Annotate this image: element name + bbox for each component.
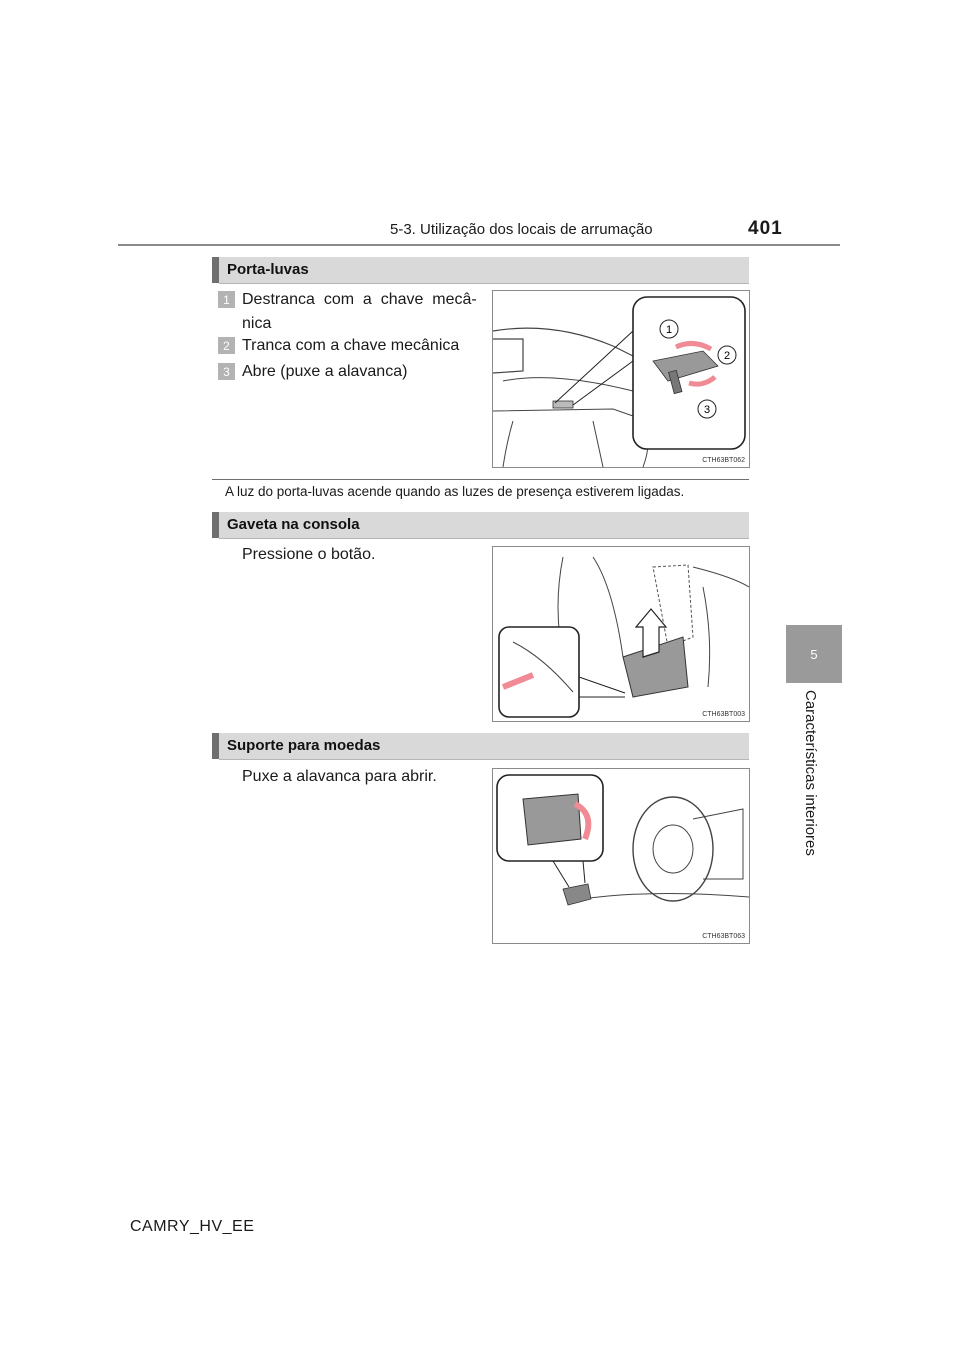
- figure-code: CTH63BT062: [702, 457, 745, 464]
- console-box-figure: [492, 546, 750, 722]
- model-footer: CAMRY_HV_EE: [130, 1218, 255, 1235]
- step-number-2: 2: [218, 337, 235, 354]
- coin-holder-figure: [492, 768, 750, 944]
- header-rule: [118, 244, 840, 246]
- step-number-3: 3: [218, 363, 235, 380]
- page-number: 401: [748, 218, 783, 239]
- chapter-number: 5: [810, 646, 818, 662]
- step-text-1-line1: Destranca com a chave mecâ-: [242, 291, 477, 308]
- chapter-tab: [786, 625, 842, 683]
- section-heading-glovebox: [212, 257, 749, 283]
- info-note: A luz do porta-luvas acende quando as luzes de presença estiverem ligadas.: [225, 484, 685, 499]
- glovebox-figure: [492, 290, 750, 468]
- section-title: Suporte para moedas: [227, 737, 381, 754]
- section-title: Porta-luvas: [227, 261, 309, 278]
- chapter-title: Características interiores: [802, 690, 819, 856]
- callout-1: 1: [665, 324, 673, 336]
- running-header: 5-3. Utilização dos locais de arrumação: [390, 221, 653, 238]
- note-rule: [212, 479, 749, 480]
- instruction-text: Pressione o botão.: [242, 546, 376, 563]
- callout-3: 3: [703, 404, 711, 416]
- figure-code: CTH63BT003: [702, 711, 745, 718]
- section-heading-coin-holder: [212, 733, 749, 759]
- step-text-3: Abre (puxe a alavanca): [242, 363, 408, 380]
- step-number-1: 1: [218, 291, 235, 308]
- step-text-2: Tranca com a chave mecânica: [242, 337, 460, 354]
- section-title: Gaveta na consola: [227, 516, 360, 533]
- figure-code: CTH63BT063: [702, 933, 745, 940]
- step-text-1-line2: nica: [242, 315, 272, 332]
- instruction-text: Puxe a alavanca para abrir.: [242, 768, 437, 785]
- callout-2: 2: [723, 350, 731, 362]
- step-text-1: [242, 288, 478, 336]
- section-heading-console-box: [212, 512, 749, 538]
